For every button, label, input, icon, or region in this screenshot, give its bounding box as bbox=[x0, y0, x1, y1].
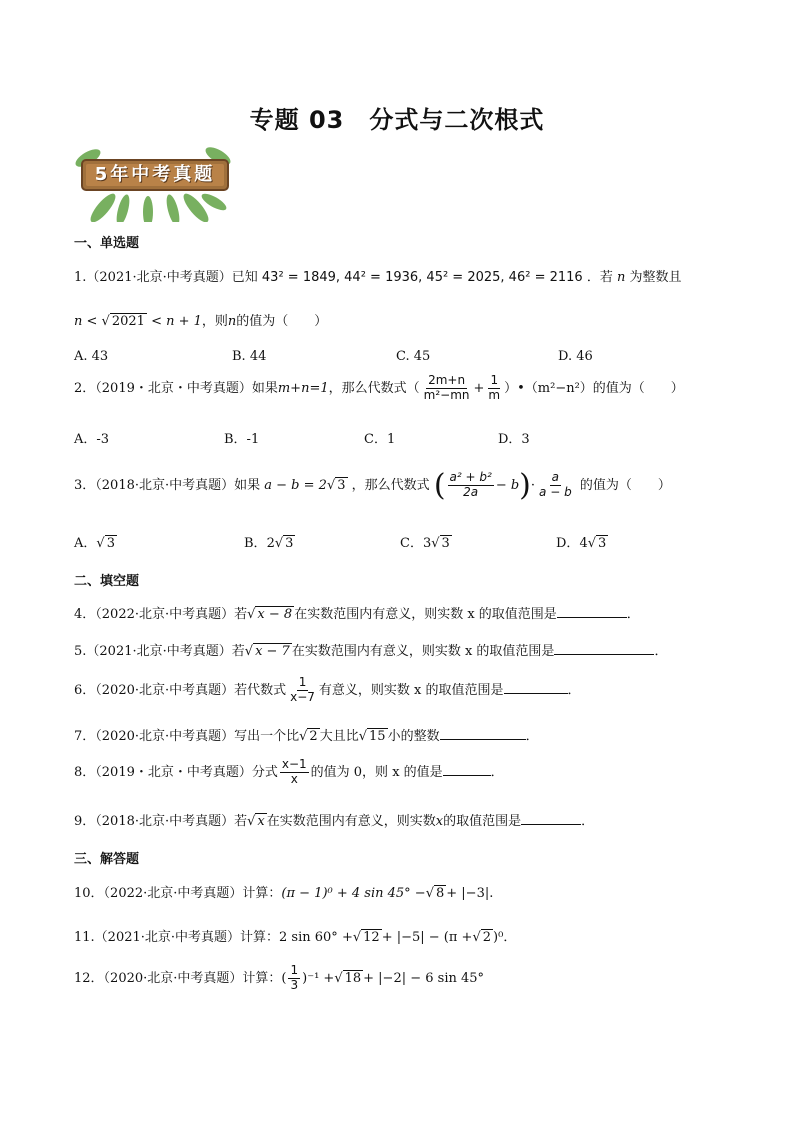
question-1-line-1 bbox=[74, 266, 682, 285]
section-fill-in: 二、填空题 bbox=[74, 574, 140, 589]
question-1-line-2: n < √ 2021 < n + 1，则n的值为（ ） bbox=[74, 314, 328, 329]
q2-option-a: A．-3 bbox=[74, 432, 110, 447]
q1-prefix: 1.（2021·北京·中考真题）已知 bbox=[74, 270, 258, 285]
q1-option-d: D. 46 bbox=[558, 349, 593, 364]
q1-variable: n bbox=[616, 270, 626, 285]
q2-option-d: D．3 bbox=[498, 432, 530, 447]
q1-option-b: B. 44 bbox=[232, 349, 267, 364]
q6-answer-blank[interactable] bbox=[504, 680, 568, 694]
question-9: 9．（2018·北京·中考真题）若√ x 在实数范围内有意义，则实数x的取值范围是 ． bbox=[74, 810, 594, 829]
q1-equations: 43² = 1849, 44² = 1936, 45² = 2025, 46² = 2116 bbox=[261, 270, 583, 285]
question-7: 7．（2020·北京·中考真题）写出一个比√ 2 大且比√ 15 小的整数 ． bbox=[74, 725, 539, 744]
five-year-exam-badge bbox=[68, 138, 238, 222]
q1-inequality-right: < n + 1 bbox=[151, 314, 202, 329]
q2-option-b: B．-1 bbox=[224, 432, 260, 447]
q1-inequality-left: n < bbox=[74, 314, 98, 329]
q8-answer-blank[interactable] bbox=[443, 762, 491, 776]
q2-option-c: C．1 bbox=[364, 432, 396, 447]
q2-condition: m+n=1 bbox=[277, 380, 329, 396]
question-11: 11.（2021·北京·中考真题）计算：2 sin 60° +√ 12 + |−5| − (π +√ 2 )⁰． bbox=[74, 930, 517, 945]
q1-option-a: A. 43 bbox=[74, 349, 109, 364]
q1-line2-end: 的值为（ ） bbox=[236, 314, 328, 329]
q1-sqrt: √ 2021 bbox=[101, 314, 145, 329]
q3-fraction-2: $\frac{a}{a - b}$ bbox=[539, 470, 572, 499]
q2-fraction-2: $\frac{1}{m}$ bbox=[488, 373, 501, 402]
q1-option-c: C. 45 bbox=[396, 349, 431, 364]
q3-option-c: C．3√ 3 bbox=[400, 536, 450, 551]
question-3: 3．（2018·北京·中考真题）如果 a − b = 2√ 3 ，那么代数式 ( $\frac{\text{a² + b²}}{2a}$ − b)· $\frac{a}{a - b}$ 的值为（ ） bbox=[74, 468, 671, 503]
q1-tail: 为整数且 bbox=[629, 270, 682, 285]
q1-mid: ．若 bbox=[586, 270, 613, 285]
question-6: 6．（2020·北京·中考真题）若代数式 $\frac{1}{x-7}$ 有意义，则实数 x 的取值范围是 ． bbox=[74, 675, 581, 704]
q4-answer-blank[interactable] bbox=[557, 604, 627, 618]
q3-option-b: B．2√ 3 bbox=[244, 536, 294, 551]
q3-option-d: D．4√ 3 bbox=[556, 536, 607, 551]
question-2: 2．（2019・北京・中考真题）如果m+n=1，那么代数式（ $\frac{2m+n}{\text{m²−mn}}$ + $\frac{1}{m}$ ）•（m²−n²）的值为（ ） bbox=[74, 373, 684, 402]
badge-text: 5年中考真题 bbox=[94, 164, 216, 185]
q2-fraction-1: $\frac{2m+n}{\text{m²−mn}}$ bbox=[423, 373, 470, 402]
q3-option-a: A．√ 3 bbox=[74, 536, 115, 551]
page-title: 专题 03 分式与二次根式 bbox=[249, 106, 545, 134]
question-8: 8．（2019・北京・中考真题）分式 $\frac{x-1}{x}$ 的值为 0，则 x 的值是 ． bbox=[74, 757, 504, 786]
question-5: 5.（2021·北京·中考真题）若√ x − 7 在实数范围内有意义，则实数 x 的取值范围是 ． bbox=[74, 640, 667, 659]
section-solution: 三、解答题 bbox=[74, 852, 140, 867]
q3-condition: a − b = 2 bbox=[264, 478, 327, 493]
question-12: 12．（2020·北京·中考真题）计算：( $\frac{1}{3}$ )⁻¹ +√ 18 + |−2| − 6 sin 45° bbox=[74, 963, 485, 992]
question-10: 10．（2022·北京·中考真题）计算：(π − 1)⁰ + 4 sin 45° −√ 8 + |−3|. bbox=[74, 886, 494, 901]
q5-answer-blank[interactable] bbox=[554, 641, 654, 655]
section-single-choice: 一、单选题 bbox=[74, 236, 140, 251]
q3-fraction-1: $\frac{\text{a² + b²}}{2a}$ bbox=[449, 470, 492, 499]
q7-answer-blank[interactable] bbox=[440, 726, 526, 740]
q9-answer-blank[interactable] bbox=[521, 811, 581, 825]
q1-line2-tail: ，则 bbox=[201, 314, 228, 329]
question-4: 4．（2022·北京·中考真题）若√ x − 8 在实数范围内有意义，则实数 x 的取值范围是 ． bbox=[74, 603, 640, 622]
